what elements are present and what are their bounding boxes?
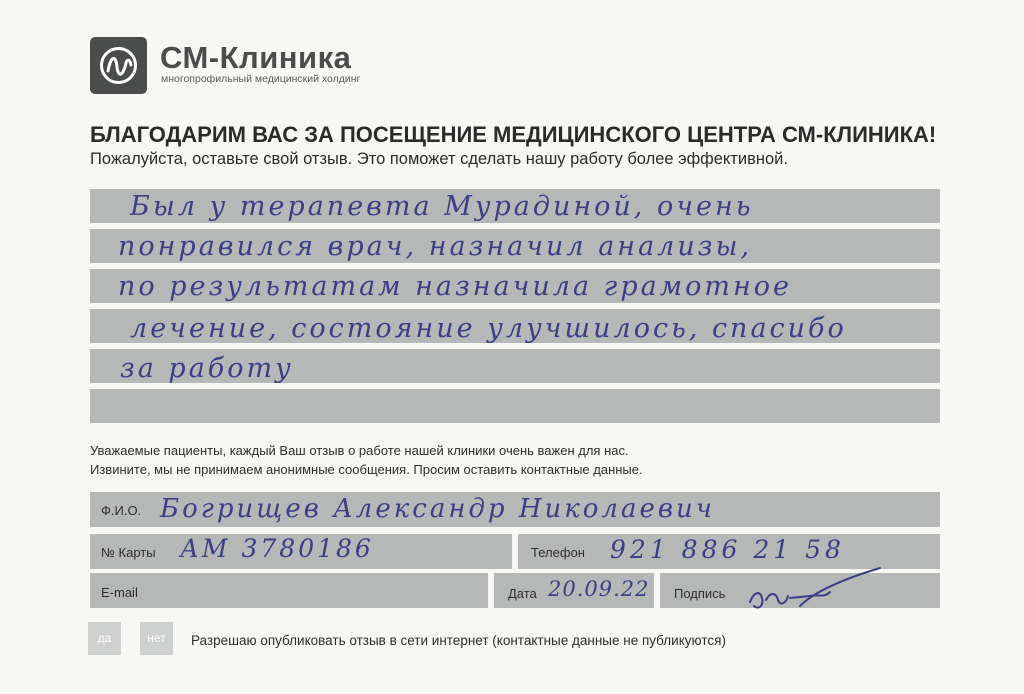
fio-value: Богрищев Александр Николаевич <box>160 494 715 524</box>
consent-no-checkbox[interactable] <box>140 622 173 655</box>
review-line: за работу <box>120 353 294 384</box>
consent-text: Разрешаю опубликовать отзыв в сети интернет (контактные данные не публикуются) <box>191 633 726 648</box>
note-line: Уважаемые пациенты, каждый Ваш отзыв о работе нашей клиники очень важен для нас. <box>90 443 629 458</box>
logo-subtitle: многопрофильный медицинский холдинг <box>161 73 361 85</box>
date-value: 20.09.22 <box>548 577 650 601</box>
logo-icon <box>90 37 147 94</box>
review-line: лечение, состояние улучшилось, спасибо <box>130 313 847 344</box>
review-field[interactable] <box>90 189 940 425</box>
signature-mark <box>740 562 890 614</box>
fio-label: Ф.И.О. <box>101 503 142 518</box>
card-label: № Карты <box>101 545 156 560</box>
note-line: Извините, мы не принимаем анонимные сообщения. Просим оставить контактные данные. <box>90 462 643 477</box>
consent-yes-checkbox[interactable] <box>88 622 121 655</box>
review-line: Был у терапевта Мурадиной, очень <box>130 191 754 222</box>
logo-title: СМ-Клиника <box>160 40 352 75</box>
signature-label: Подпись <box>674 586 726 601</box>
date-label: Дата <box>508 586 537 601</box>
review-line: понравился врач, назначил анализы, <box>118 231 753 262</box>
page-subheading: Пожалуйста, оставьте свой отзыв. Это поможет сделать нашу работу более эффективной. <box>90 150 788 168</box>
phone-value: 921 886 21 58 <box>610 535 845 564</box>
card-value: АМ 3780186 <box>180 534 374 563</box>
consent-no-label: нет <box>147 631 166 645</box>
consent-yes-label: да <box>97 631 112 645</box>
email-field[interactable] <box>90 573 488 608</box>
email-label: E-mail <box>101 585 138 600</box>
page-heading: БЛАГОДАРИМ ВАС ЗА ПОСЕЩЕНИЕ МЕДИЦИНСКОГО ЦЕНТРА СМ-КЛИНИКА! <box>90 122 937 147</box>
review-stripe <box>90 389 940 423</box>
phone-label: Телефон <box>531 545 585 560</box>
review-line: по результатам назначила грамотное <box>118 271 792 302</box>
